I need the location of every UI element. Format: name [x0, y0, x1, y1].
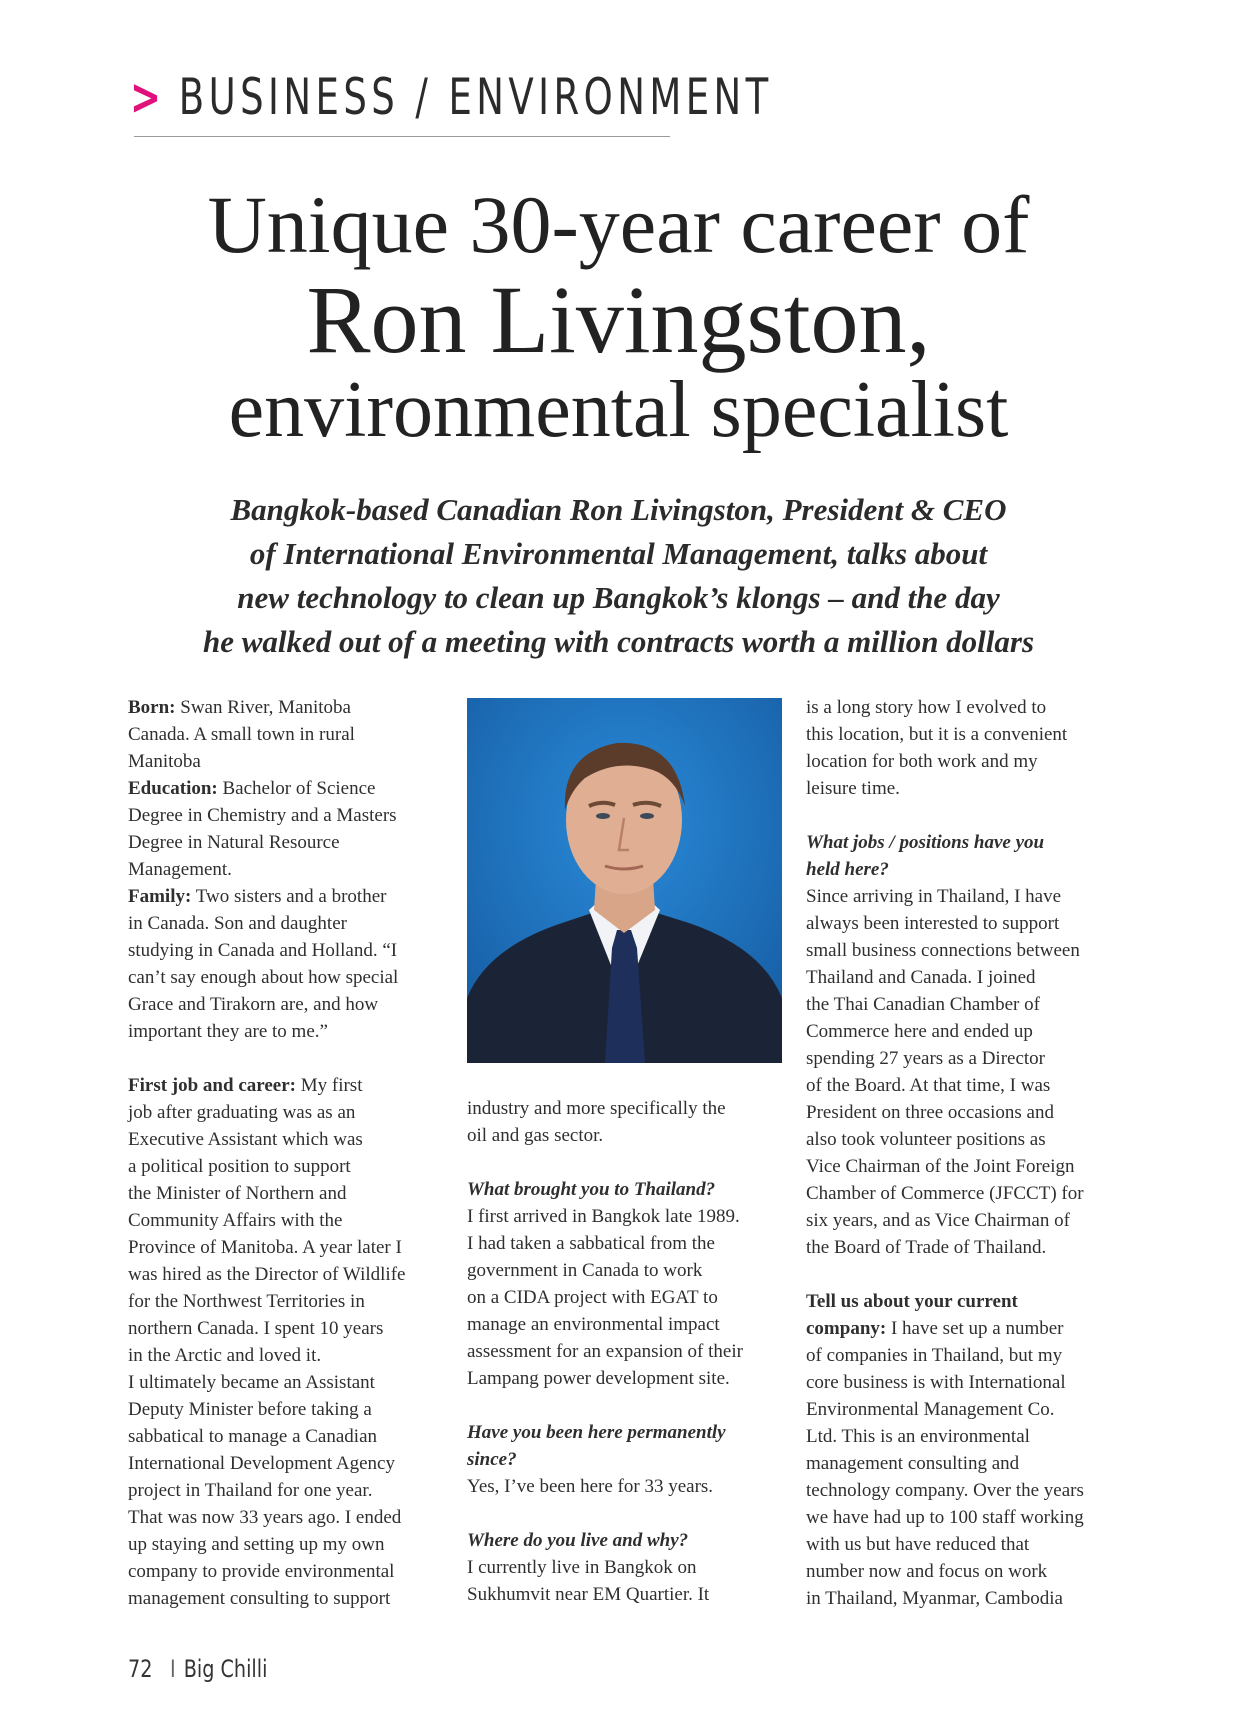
text-line: six years, and as Vice Chairman of	[806, 1210, 1070, 1231]
question: Tell us about your current	[806, 1291, 1018, 1312]
question: held here?	[806, 859, 889, 880]
text-line: of the Board. At that time, I was	[806, 1075, 1051, 1096]
portrait-image	[467, 698, 782, 1063]
text-line: management consulting to support	[128, 1588, 391, 1609]
text-line: the Thai Canadian Chamber of	[806, 994, 1040, 1015]
text-line: Commerce here and ended up	[806, 1021, 1033, 1042]
text-line: I currently live in Bangkok on	[467, 1557, 697, 1578]
text-line: the Minister of Northern and	[128, 1183, 347, 1204]
text-line: we have had up to 100 staff working	[806, 1507, 1084, 1528]
text-line: also took volunteer positions as	[806, 1129, 1046, 1150]
text-line: spending 27 years as a Director	[806, 1048, 1046, 1069]
text-line: location for both work and my	[806, 751, 1038, 772]
fact-born: Born: Swan River, Manitoba	[128, 697, 351, 718]
fact-family: Family: Two sisters and a brother	[128, 886, 387, 907]
text-line: assessment for an expansion of their	[467, 1341, 743, 1362]
text-line: I ultimately became an Assistant	[128, 1372, 375, 1393]
question: What brought you to Thailand?	[467, 1179, 716, 1200]
text-line: in the Arctic and loved it.	[128, 1345, 322, 1366]
question: Where do you live and why?	[467, 1530, 689, 1551]
text-line: for the Northwest Territories in	[128, 1291, 365, 1312]
text-line: leisure time.	[806, 778, 900, 799]
chevron-right-icon: >	[130, 68, 166, 126]
article-column-1: Born: Swan River, Manitoba Canada. A small town in rural Manitoba Education: Bachelor of Science Degree in Chemistry and a Masters Degree in Natural Resource Management. Family: Two sisters and a brother in Canada. Son and daughter studying in Canada and Holland. “I can’t say enough about how special Grace and Tirakorn are, and how important they are to me.” First job and career: My first job after graduating was as an Executive Assistant which was a political position to support the Minister of Northern and Community Affairs with the Province of Manitoba. A year later I was hired as the Director of Wildlife for the Northwest Territories in northern Canada. I spent 10 years in the Arctic and loved it. I ultimately became an Assistant Deputy Minister before taking a sabbatical to manage a Canadian International Development Agency project in Thailand for one year. That was now 33 years ago. I ended up staying and setting up my own company to provide environmental management consulting to support	[128, 694, 448, 1612]
article-column-3	[806, 694, 1136, 1612]
standfirst-line: new technology to clean up Bangkok’s klongs – and the day	[237, 580, 1000, 615]
text-line: technology company. Over the years	[806, 1480, 1084, 1501]
section-divider	[134, 136, 670, 137]
text-line: Vice Chairman of the Joint Foreign	[806, 1156, 1075, 1177]
text-line: Thailand and Canada. I joined	[806, 967, 1036, 988]
magazine-name: Big Chilli	[183, 1655, 268, 1683]
headline-line-1: Unique 30-year career of	[207, 179, 1030, 270]
text-line: project in Thailand for one year.	[128, 1480, 373, 1501]
text-line: job after graduating was as an	[128, 1102, 356, 1123]
text-line: That was now 33 years ago. I ended	[128, 1507, 402, 1528]
text-line: Community Affairs with the	[128, 1210, 343, 1231]
text-line: is a long story how I evolved to	[806, 697, 1047, 718]
portrait-photo	[467, 698, 782, 1063]
text-line: oil and gas sector.	[467, 1125, 604, 1146]
text-line: Sukhumvit near EM Quartier. It	[467, 1584, 710, 1605]
text-line: up staying and setting up my own	[128, 1534, 385, 1555]
text-line: International Development Agency	[128, 1453, 395, 1474]
text-line: a political position to support	[128, 1156, 351, 1177]
text-line: this location, but it is a convenient	[806, 724, 1068, 745]
text-line: company to provide environmental	[128, 1561, 395, 1582]
text-line: management consulting and	[806, 1453, 1020, 1474]
text-line: of companies in Thailand, but my	[806, 1345, 1063, 1366]
first-job-body	[128, 1099, 448, 1612]
footer-separator: I	[170, 1655, 176, 1683]
standfirst-line: he walked out of a meeting with contracts worth a million dollars	[202, 624, 1035, 659]
text-line: I had taken a sabbatical from the	[467, 1233, 715, 1254]
text-line: with us but have reduced that	[806, 1534, 1030, 1555]
text-line: always been interested to support	[806, 913, 1060, 934]
text-line: manage an environmental impact	[467, 1314, 720, 1335]
standfirst-line: of International Environmental Management, talks about	[249, 536, 988, 571]
text-line: Environmental Management Co.	[806, 1399, 1055, 1420]
answer: Yes, I’ve been here for 33 years.	[467, 1476, 714, 1497]
page-footer	[128, 1655, 267, 1683]
section-heading	[130, 68, 773, 126]
headline-line-3: environmental specialist	[228, 366, 1009, 454]
text-line: Province of Manitoba. A year later I	[128, 1237, 402, 1258]
article-column-2	[467, 1095, 797, 1608]
fact-first-job: First job and career: My first	[128, 1075, 363, 1096]
question: since?	[467, 1449, 517, 1470]
fact-education: Education: Bachelor of Science	[128, 778, 376, 799]
text-line: I first arrived in Bangkok late 1989.	[467, 1206, 740, 1227]
text-line: on a CIDA project with EGAT to	[467, 1287, 718, 1308]
text-line: northern Canada. I spent 10 years	[128, 1318, 384, 1339]
text-line: small business connections between	[806, 940, 1080, 961]
text-line: the Board of Trade of Thailand.	[806, 1237, 1047, 1258]
standfirst-line: Bangkok-based Canadian Ron Livingston, President & CEO	[230, 492, 1007, 527]
text-line: Executive Assistant which was	[128, 1129, 363, 1150]
text-line: was hired as the Director of Wildlife	[128, 1264, 406, 1285]
text-line: government in Canada to work	[467, 1260, 703, 1281]
question: Have you been here permanently	[467, 1422, 726, 1443]
section-label: BUSINESS / ENVIRONMENT	[178, 68, 773, 126]
page-number: 72	[128, 1655, 153, 1683]
headline-line-2: Ron Livingston,	[306, 266, 931, 373]
question: What jobs / positions have you	[806, 832, 1045, 853]
text-line: Deputy Minister before taking a	[128, 1399, 372, 1420]
text-line: President on three occasions and	[806, 1102, 1054, 1123]
text-line: Lampang power development site.	[467, 1368, 730, 1389]
text-line: number now and focus on work	[806, 1561, 1048, 1582]
text-line: Since arriving in Thailand, I have	[806, 886, 1062, 907]
text-line: in Thailand, Myanmar, Cambodia	[806, 1588, 1063, 1609]
text-line: sabbatical to manage a Canadian	[128, 1426, 378, 1447]
text-line: Ltd. This is an environmental	[806, 1426, 1030, 1447]
question: company: I have set up a number	[806, 1318, 1064, 1339]
text-line: core business is with International	[806, 1372, 1066, 1393]
text-line: Chamber of Commerce (JFCCT) for	[806, 1183, 1084, 1204]
standfirst	[100, 488, 1137, 664]
text-line: industry and more specifically the	[467, 1098, 726, 1119]
